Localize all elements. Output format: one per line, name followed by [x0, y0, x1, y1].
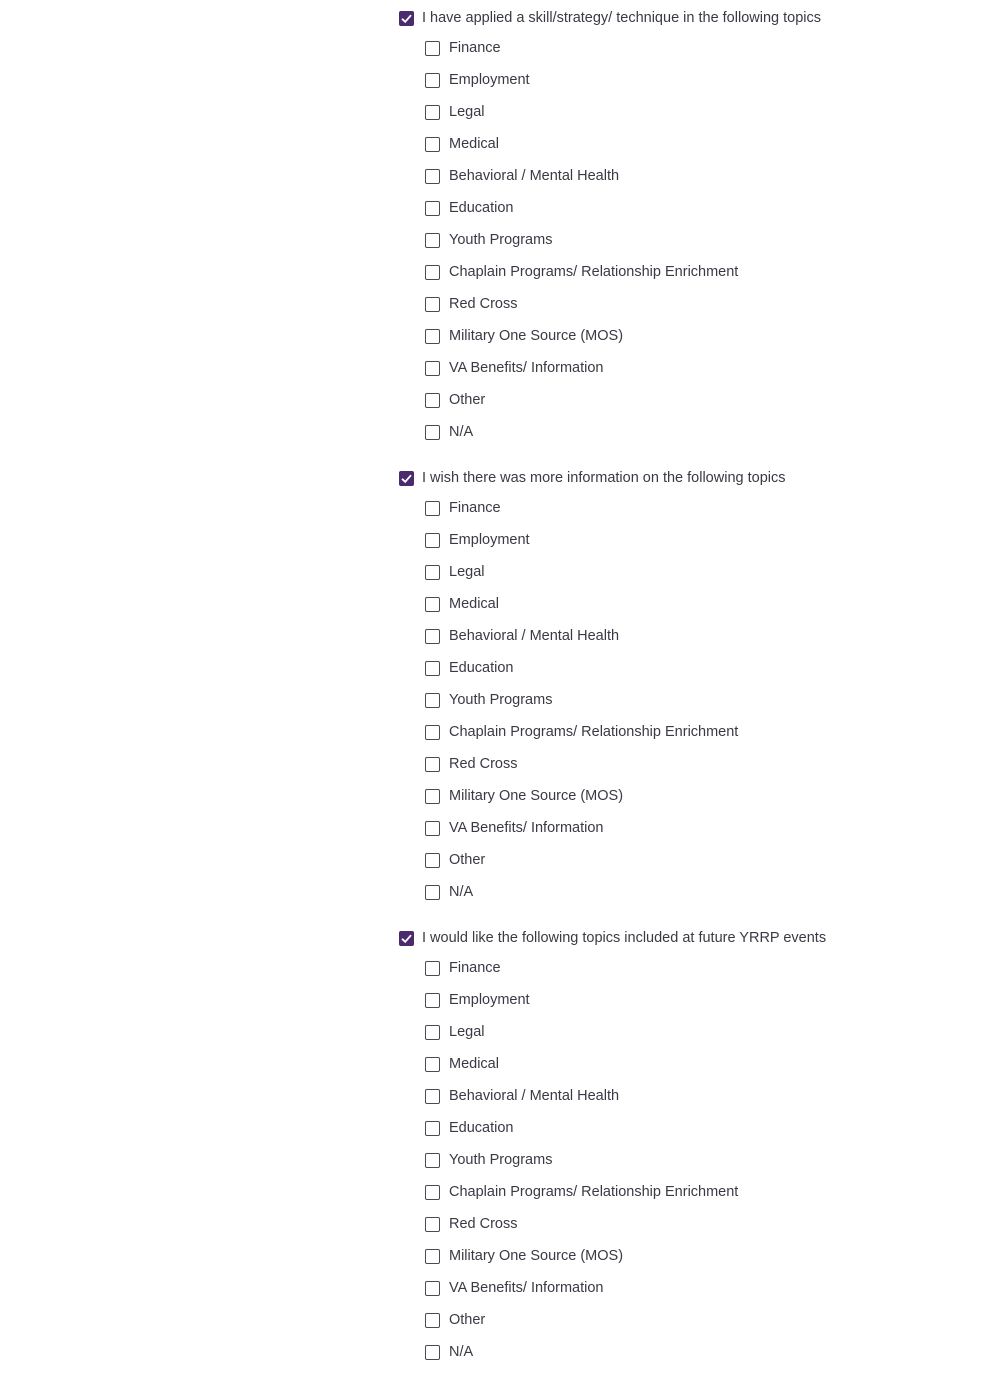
checkbox-icon[interactable]: [425, 265, 440, 280]
option-finance[interactable]: [399, 32, 979, 64]
option-red-cross[interactable]: [399, 1208, 979, 1240]
option-medical[interactable]: [399, 1048, 979, 1080]
checkbox-icon[interactable]: [425, 329, 440, 344]
option-label: Youth Programs: [449, 232, 553, 248]
option-label: Employment: [449, 72, 530, 88]
option-label: N/A: [449, 884, 474, 900]
option-military-one-source[interactable]: [399, 320, 979, 352]
checkbox-icon[interactable]: [425, 361, 440, 376]
checkbox-icon[interactable]: [425, 501, 440, 516]
option-employment[interactable]: [399, 524, 979, 556]
option-label: Chaplain Programs/ Relationship Enrichment: [449, 1184, 739, 1200]
checkbox-icon[interactable]: [425, 661, 440, 676]
checkbox-icon[interactable]: [425, 1281, 440, 1296]
checkbox-icon[interactable]: [425, 393, 440, 408]
option-behavioral-mental-health[interactable]: [399, 620, 979, 652]
option-label: Education: [449, 200, 514, 216]
checkbox-icon[interactable]: [425, 1345, 440, 1360]
option-label: Legal: [449, 104, 485, 120]
option-label: N/A: [449, 1344, 474, 1360]
option-label: Other: [449, 852, 486, 868]
option-label: N/A: [449, 424, 474, 440]
checkbox-checked-icon[interactable]: [399, 11, 414, 26]
option-legal[interactable]: [399, 96, 979, 128]
option-label: Youth Programs: [449, 1152, 553, 1168]
option-employment[interactable]: [399, 64, 979, 96]
option-label: Behavioral / Mental Health: [449, 168, 620, 184]
option-label: Military One Source (MOS): [449, 328, 624, 344]
checkbox-icon[interactable]: [425, 961, 440, 976]
option-finance[interactable]: [399, 492, 979, 524]
option-va-benefits[interactable]: [399, 352, 979, 384]
checkbox-icon[interactable]: [425, 693, 440, 708]
option-label: Finance: [449, 500, 501, 516]
option-youth-programs[interactable]: [399, 1144, 979, 1176]
option-label: Military One Source (MOS): [449, 1248, 624, 1264]
checkbox-icon[interactable]: [425, 1025, 440, 1040]
checkbox-icon[interactable]: [425, 565, 440, 580]
option-label: Education: [449, 1120, 514, 1136]
topic-group-future-events: [399, 928, 979, 1368]
option-medical[interactable]: [399, 588, 979, 620]
checkbox-icon[interactable]: [425, 137, 440, 152]
option-label: Chaplain Programs/ Relationship Enrichment: [449, 724, 739, 740]
option-chaplain-programs[interactable]: [399, 716, 979, 748]
option-red-cross[interactable]: [399, 288, 979, 320]
option-na[interactable]: [399, 416, 979, 448]
checkbox-icon[interactable]: [425, 1313, 440, 1328]
survey-form: [399, 8, 979, 1368]
option-military-one-source[interactable]: [399, 1240, 979, 1272]
checkbox-icon[interactable]: [425, 885, 440, 900]
option-label: Education: [449, 660, 514, 676]
checkbox-icon[interactable]: [425, 853, 440, 868]
checkbox-icon[interactable]: [425, 1089, 440, 1104]
option-label: Legal: [449, 564, 485, 580]
checkbox-icon[interactable]: [425, 533, 440, 548]
checkbox-icon[interactable]: [425, 993, 440, 1008]
checkbox-icon[interactable]: [425, 201, 440, 216]
option-label: Behavioral / Mental Health: [449, 628, 620, 644]
option-military-one-source[interactable]: [399, 780, 979, 812]
checkbox-icon[interactable]: [425, 297, 440, 312]
checkbox-icon[interactable]: [425, 1057, 440, 1072]
option-label: Red Cross: [449, 296, 518, 312]
option-behavioral-mental-health[interactable]: [399, 1080, 979, 1112]
checkbox-icon[interactable]: [425, 1153, 440, 1168]
option-label: Behavioral / Mental Health: [449, 1088, 620, 1104]
option-label: Employment: [449, 532, 530, 548]
checkbox-icon[interactable]: [425, 1249, 440, 1264]
checkbox-icon[interactable]: [425, 725, 440, 740]
option-label: VA Benefits/ Information: [449, 820, 604, 836]
checkbox-checked-icon[interactable]: [399, 931, 414, 946]
option-label: Finance: [449, 40, 501, 56]
option-other[interactable]: [399, 384, 979, 416]
option-finance[interactable]: [399, 952, 979, 984]
option-label: Legal: [449, 1024, 485, 1040]
option-na[interactable]: [399, 876, 979, 908]
option-label: Military One Source (MOS): [449, 788, 624, 804]
option-label: Other: [449, 392, 486, 408]
option-label: VA Benefits/ Information: [449, 360, 604, 376]
option-legal[interactable]: [399, 556, 979, 588]
option-chaplain-programs[interactable]: [399, 256, 979, 288]
checkbox-icon[interactable]: [425, 41, 440, 56]
checkbox-icon[interactable]: [425, 757, 440, 772]
option-label: Medical: [449, 136, 499, 152]
option-label: VA Benefits/ Information: [449, 1280, 604, 1296]
checkbox-icon[interactable]: [425, 821, 440, 836]
option-other[interactable]: [399, 1304, 979, 1336]
option-va-benefits[interactable]: [399, 812, 979, 844]
parent-checkbox-label: I wish there was more information on the following topics: [422, 470, 786, 486]
option-youth-programs[interactable]: [399, 224, 979, 256]
option-medical[interactable]: [399, 128, 979, 160]
option-education[interactable]: [399, 652, 979, 684]
option-list: [399, 960, 979, 1368]
option-label: Employment: [449, 992, 530, 1008]
option-label: Medical: [449, 1056, 499, 1072]
parent-checkbox-row[interactable]: [399, 468, 979, 488]
option-label: Medical: [449, 596, 499, 612]
option-behavioral-mental-health[interactable]: [399, 160, 979, 192]
parent-checkbox-row[interactable]: [399, 928, 979, 948]
option-chaplain-programs[interactable]: [399, 1176, 979, 1208]
option-label: Red Cross: [449, 756, 518, 772]
option-label: Finance: [449, 960, 501, 976]
topic-group-more-info: [399, 468, 979, 908]
option-label: Other: [449, 1312, 486, 1328]
checkbox-icon[interactable]: [425, 105, 440, 120]
option-education[interactable]: [399, 192, 979, 224]
option-other[interactable]: [399, 844, 979, 876]
parent-checkbox-label: I have applied a skill/strategy/ technique in the following topics: [422, 10, 821, 26]
checkbox-icon[interactable]: [425, 233, 440, 248]
checkbox-icon[interactable]: [425, 789, 440, 804]
checkbox-icon[interactable]: [425, 169, 440, 184]
checkbox-icon[interactable]: [425, 73, 440, 88]
topic-group-applied: [399, 8, 979, 448]
option-label: Youth Programs: [449, 692, 553, 708]
checkbox-icon[interactable]: [425, 597, 440, 612]
option-label: Red Cross: [449, 1216, 518, 1232]
checkbox-icon[interactable]: [425, 1121, 440, 1136]
option-legal[interactable]: [399, 1016, 979, 1048]
checkbox-checked-icon[interactable]: [399, 471, 414, 486]
checkbox-icon[interactable]: [425, 629, 440, 644]
parent-checkbox-label: I would like the following topics included at future YRRP events: [422, 930, 827, 946]
option-va-benefits[interactable]: [399, 1272, 979, 1304]
parent-checkbox-row[interactable]: [399, 8, 979, 28]
option-label: Chaplain Programs/ Relationship Enrichment: [449, 264, 739, 280]
checkbox-icon[interactable]: [425, 425, 440, 440]
option-youth-programs[interactable]: [399, 684, 979, 716]
checkbox-icon[interactable]: [425, 1217, 440, 1232]
option-red-cross[interactable]: [399, 748, 979, 780]
option-na[interactable]: [399, 1336, 979, 1368]
checkbox-icon[interactable]: [425, 1185, 440, 1200]
option-list: [399, 40, 979, 448]
option-education[interactable]: [399, 1112, 979, 1144]
option-employment[interactable]: [399, 984, 979, 1016]
option-list: [399, 500, 979, 908]
